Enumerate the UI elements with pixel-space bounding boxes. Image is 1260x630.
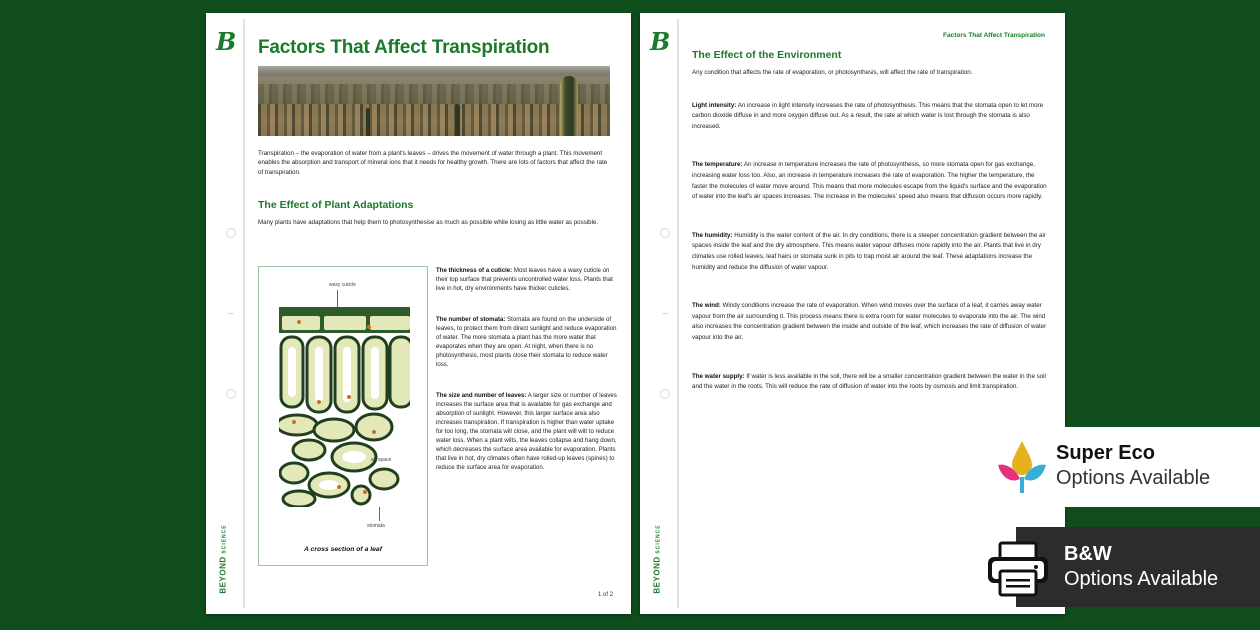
- page-number: 1 of 2: [597, 592, 613, 598]
- fold-mark: [228, 313, 234, 314]
- figure-caption: A cross section of a leaf: [304, 546, 382, 553]
- label-waxy-cuticle: waxy cuticle: [329, 282, 356, 288]
- bw-badge: [1016, 527, 1260, 607]
- factor-item: The water supply: If water is less available in the soil, there will be a smaller concentration gradient between the water in the soil and the water in the roots. This will reduce the rate of diffusion of water into the roots by osmosis and limit transpiration.: [692, 372, 1046, 391]
- page-title: Factors That Affect Transpiration: [258, 37, 550, 58]
- eco-badge-title: Super Eco: [1056, 442, 1155, 464]
- section-intro: Any condition that affects the rate of evaporation, or photosynthesis, will affect the rate of transpiration.: [692, 69, 973, 76]
- printer-icon: [986, 541, 1050, 597]
- adaptation-item: The size and number of leaves: A larger size or number of leaves increases the surface area that is available for gas exchange and absorption of sunlight. However, this larger surface area also increases transpiration. If transpiration is higher than water uptake for too long, the stomata will close, and the plant will wilt to reduce water loss. When a plant wilts, the leaves collapse and hang down, which decreases the surface area available for evaporation. Plants that live in hot, dry climates often have rolled-up leaves (spines) to reduce the surface area for evaporation.: [436, 392, 617, 471]
- vertical-brand: BEYOND SCIENCE: [218, 524, 228, 594]
- fold-mark: [662, 313, 668, 314]
- punch-hole-icon: [660, 389, 670, 399]
- margin-rule: [243, 19, 245, 608]
- punch-hole-icon: [660, 228, 670, 238]
- eco-badge-subtitle: Options Available: [1056, 467, 1211, 489]
- beyond-logo-icon: B: [216, 27, 237, 56]
- factor-item: Light intensity: An increase in light intensity increases the rate of photosynthesis. This means that the stomata open to let more carbon dioxide diffuse in and more oxygen diffuse out. As a result, the rate at which water is lost through the stomata is also increased.: [692, 101, 1044, 130]
- section-heading: The Effect of Plant Adaptations: [258, 198, 414, 211]
- beyond-logo-icon: B: [650, 27, 671, 56]
- factor-item: The temperature: An increase in temperature increases the rate of photosynthesis, so more stomata open for gas exchange, increasing water loss too. Also, an increase in temperature increases the rate of evaporation. The higher the temperature, the faster the molecules of water move around. This means that more molecules escape from the liquid's surface and the evaporation of water into the leaf's air spaces increases. The increase in the molecules' speed also means that diffusion occurs more rapidly.: [692, 161, 1047, 201]
- cactus-icon: [560, 76, 578, 136]
- hero-image-desert: [258, 66, 610, 136]
- punch-hole-icon: [226, 389, 236, 399]
- label-stomata: stomata: [367, 523, 385, 529]
- section-intro: Many plants have adaptations that help them to photosynthesise as much as possible while losing as little water as possible.: [258, 218, 599, 226]
- bw-badge-title: B&W: [1064, 543, 1112, 565]
- adaptations-list: [436, 266, 618, 494]
- factor-item: The wind: Windy conditions increase the rate of evaporation. When wind moves over the surface of a leaf, it carries away water vapour from the air surrounding it. This process means there is extra room for water molecules to evaporate into the air. The wind also increases the concentration gradient between the inside and outside of the leaf, which increases the rate of diffusion of water vapour into the air.: [692, 302, 1047, 341]
- punch-hole-icon: [226, 228, 236, 238]
- section-heading: The Effect of the Environment: [692, 49, 842, 61]
- super-eco-badge: [1016, 427, 1260, 507]
- adaptation-item: The number of stomata: Stomata are found on the underside of leaves, to protect them from direct sunlight and reduce evaporation of water. The more stomata a plant has the more water that evaporates when they are open. At night, when there is no photosynthesis, most plants close their stomata to reduce water loss.: [436, 316, 617, 368]
- intro-paragraph: Transpiration – the evaporation of water from a plant's leaves – drives the movement of water through a plant. This movement enables the absorption and transport of mineral ions that it needs for healthy growth. There are lots of factors that affect the rate of transpiration.: [258, 150, 608, 176]
- factor-item: The humidity: Humidity is the water content of the air. In dry conditions, there is a steeper concentration gradient between the air spaces inside the leaf and the dry atmosphere. This means water vapour diffuses more rapidly into the air. Plants that live in dry climates use rolled leaves, leaf hairs or stomata sunk in pits to trap moist air around the leaf. These adaptations increase the humidity and reduce the diffusion of water vapour.: [692, 231, 1046, 271]
- adaptation-item: The thickness of a cuticle: Most leaves have a waxy cuticle on their top surface that prevents uncontrolled water loss. Plants that live in hot, dry environments have thicker cuticles.: [436, 267, 613, 292]
- leaf-cross-section-figure: [258, 266, 428, 566]
- worksheet-page-1: [206, 13, 631, 614]
- ink-drops-icon: [992, 435, 1052, 501]
- label-air-space: air space: [371, 457, 392, 463]
- running-header: Factors That Affect Transpiration: [943, 32, 1045, 39]
- leaf-cells-diagram: [279, 307, 410, 507]
- worksheet-page-2: [640, 13, 1065, 614]
- margin-rule: [677, 19, 679, 608]
- vertical-brand: BEYOND SCIENCE: [652, 524, 662, 594]
- bw-badge-subtitle: Options Available: [1064, 568, 1219, 590]
